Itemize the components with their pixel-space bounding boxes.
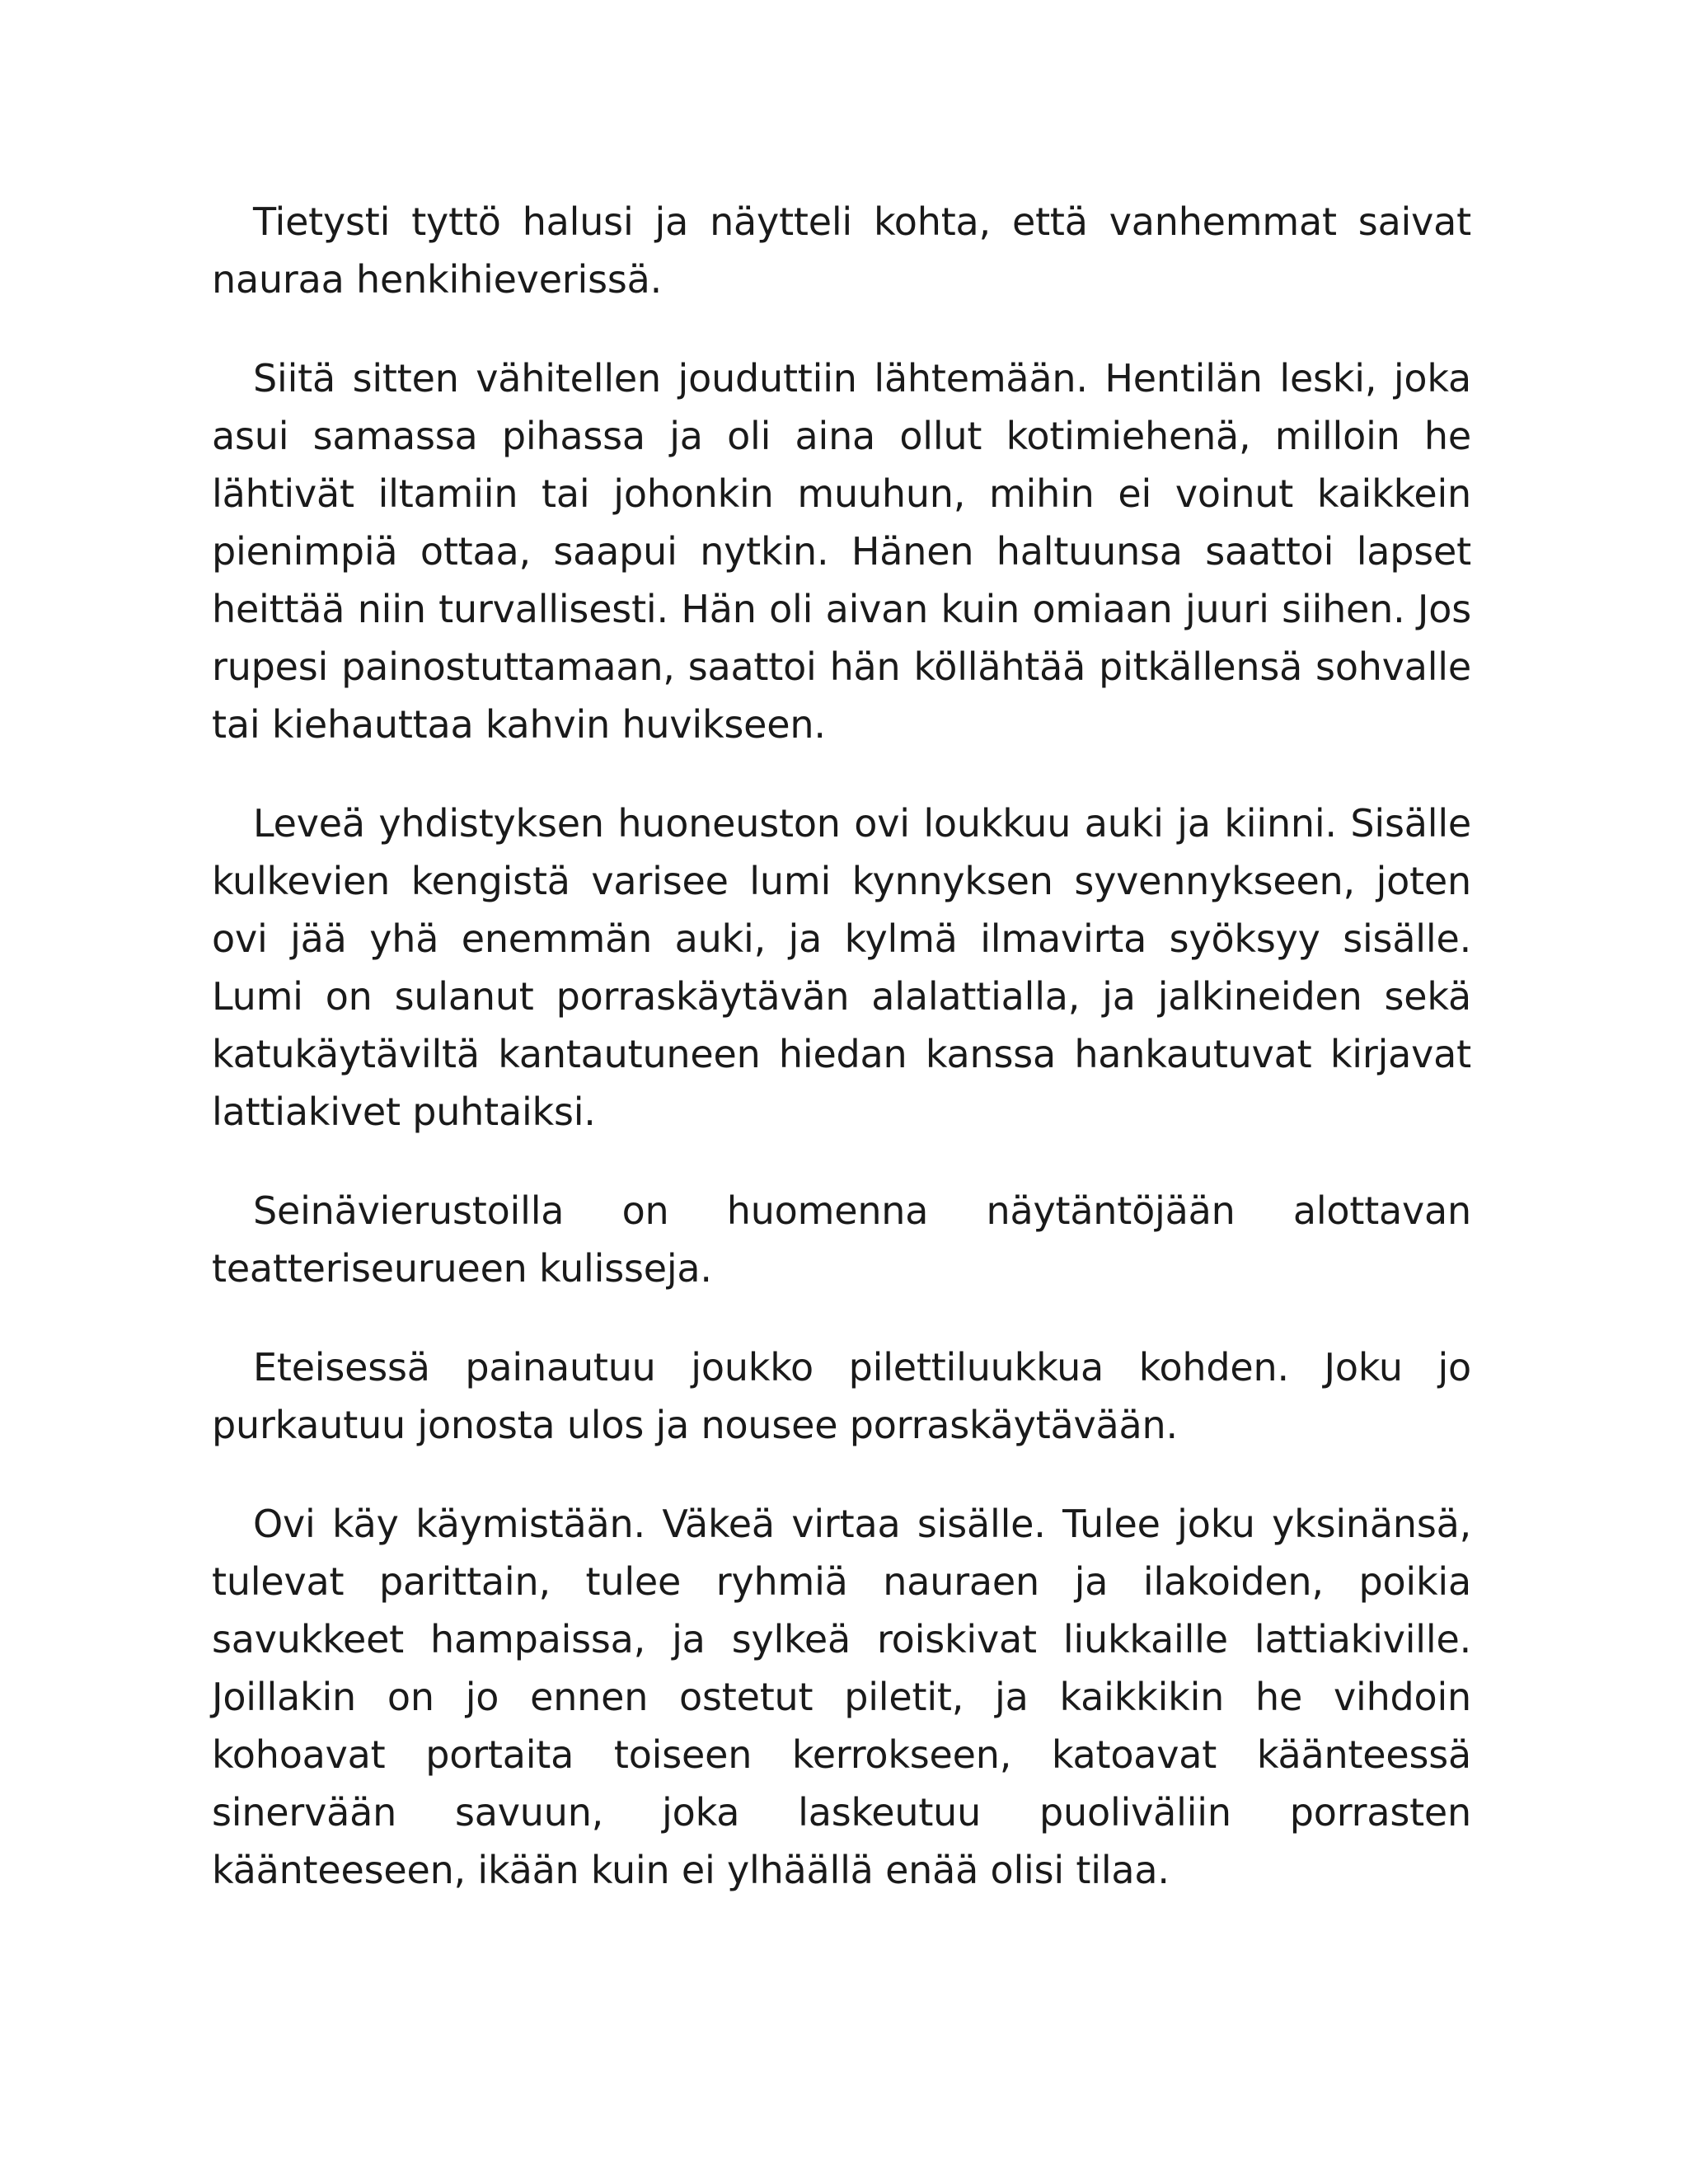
paragraph-6: Ovi käy käymistään. Väkeä virtaa sisälle. Tulee joku yksinänsä, tulevat parittain, tulee ryhmiä nauraen ja ilakoiden, poikia savukkeet hampaissa, ja sylkeä roiskivat liukkaille lattiakiville. Joillakin on jo ennen ostetut piletit, ja kaikkikin he vihdoin kohoavat portaita toiseen kerrokseen, katoavat käänteessä sinervään savuun, joka laskeutuu puoliväliin porrasten käänteeseen, ikään kuin ei ylhäällä enää olisi tilaa.: [212, 1502, 1471, 1892]
paragraph-4: Seinävierustoilla on huomenna näytäntöjään alottavan teatteriseurueen kulisseja.: [212, 1188, 1471, 1291]
paragraph-1: Tietysti tyttö halusi ja näytteli kohta, että vanhemmat saivat nauraa henkihieverissä.: [212, 199, 1471, 302]
body-text: [212, 193, 1471, 1940]
paragraph-5: Eteisessä painautuu joukko pilettiluukkua kohden. Joku jo purkautuu jonosta ulos ja nousee porraskäytävään.: [212, 1345, 1471, 1447]
paragraph-2: Siitä sitten vähitellen jouduttiin lähtemään. Hentilän leski, joka asui samassa pihassa ja oli aina ollut kotimiehenä, milloin he lähtivät iltamiin tai johonkin muuhun, mihin ei voinut kaikkein pienimpiä ottaa, saapui nytkin. Hänen haltuunsa saattoi lapset heittää niin turvallisesti. Hän oli aivan kuin omiaan juuri siihen. Jos rupesi painostuttamaan, saattoi hän köllähtää pitkällensä sohvalle tai kiehauttaa kahvin huvikseen.: [212, 356, 1471, 747]
paragraph-3: Leveä yhdistyksen huoneuston ovi loukkuu auki ja kiinni. Sisälle kulkevien kengistä varisee lumi kynnyksen syvennykseen, joten ovi jää yhä enemmän auki, ja kylmä ilmavirta syöksyy sisälle. Lumi on sulanut porraskäytävän alalattialla, ja jalkineiden sekä katukäytäviltä kantautuneen hiedan kanssa hankautuvat kirjavat lattiakivet puhtaiksi.: [212, 801, 1471, 1134]
